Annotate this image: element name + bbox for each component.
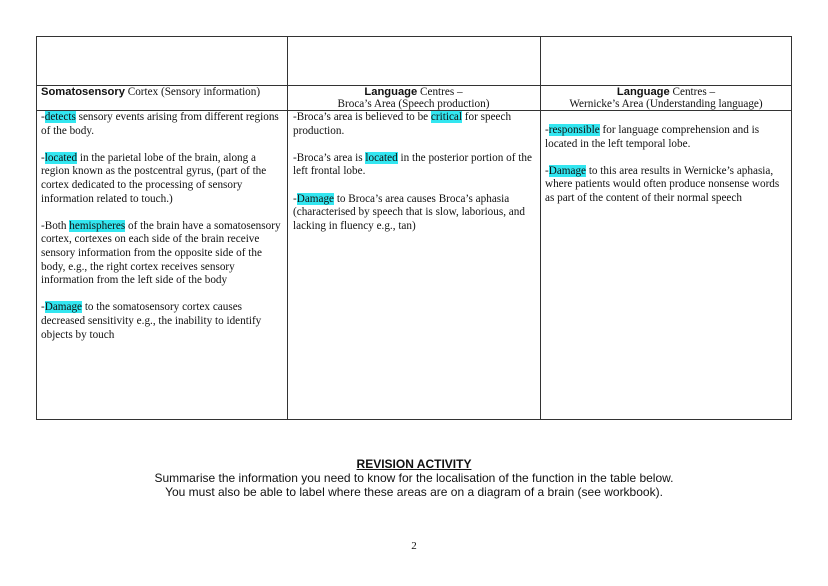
header-text: Cortex (Sensory information) bbox=[124, 86, 261, 98]
cell-wernicke bbox=[545, 124, 787, 219]
text: to Broca’s area causes Broca’s aphasia (characterised by speech that is slow, laborious, and lacking in fluency e.g., tan) bbox=[293, 192, 525, 232]
highlight-keyword: responsible bbox=[548, 124, 600, 136]
text: in the posterior portion of the left frontal lobe. bbox=[293, 151, 532, 178]
text: for speech production. bbox=[293, 111, 512, 137]
text: -Broca’s area is bbox=[293, 151, 366, 164]
header-bold: Language bbox=[616, 86, 670, 98]
header-wernicke bbox=[542, 86, 790, 110]
paragraph bbox=[545, 124, 787, 151]
text: of the brain have a somatosensory cortex, cortexes on each side of the brain receive sensory information from the opposite side of the body, e.g., the right cortex receives sensory information from the left side of the body bbox=[41, 219, 281, 287]
header-subtitle: Wernicke’s Area (Understanding language) bbox=[569, 98, 763, 110]
text: - bbox=[545, 124, 549, 136]
header-text: Centres – bbox=[417, 86, 463, 98]
text: to this area results in Wernicke’s aphasia, where patients would often produce nonsense words as part of the content of their normal speech bbox=[545, 164, 780, 204]
header-bold: Somatosensory bbox=[41, 86, 125, 98]
paragraph bbox=[293, 193, 538, 234]
column-divider bbox=[540, 36, 541, 420]
highlight-keyword: located bbox=[44, 151, 78, 164]
paragraph bbox=[41, 301, 285, 342]
header-subtitle: Broca’s Area (Speech production) bbox=[337, 98, 490, 110]
paragraph bbox=[293, 111, 538, 138]
text: sensory events arising from different regions of the body. bbox=[41, 111, 279, 137]
page-number: 2 bbox=[411, 540, 417, 552]
highlight-keyword: detects bbox=[44, 111, 76, 123]
paragraph bbox=[41, 152, 285, 206]
cell-broca bbox=[293, 111, 538, 247]
text: -Broca’s area is believed to be bbox=[293, 111, 431, 123]
paragraph bbox=[41, 220, 285, 288]
highlight-keyword: hemispheres bbox=[69, 219, 126, 232]
highlight-keyword: located bbox=[365, 151, 398, 164]
paragraph bbox=[545, 165, 787, 206]
highlight-keyword: Damage bbox=[296, 192, 335, 205]
column-divider bbox=[287, 36, 288, 420]
cell-somatosensory bbox=[41, 111, 285, 356]
highlight-keyword: critical bbox=[430, 111, 462, 123]
paragraph bbox=[41, 111, 285, 138]
text: - bbox=[41, 151, 45, 164]
header-bold: Language bbox=[364, 86, 418, 98]
text: - bbox=[293, 192, 297, 205]
text: - bbox=[545, 164, 549, 177]
paragraph bbox=[293, 152, 538, 179]
header-broca bbox=[289, 86, 538, 110]
highlight-keyword: Damage bbox=[44, 301, 83, 314]
text: in the parietal lobe of the brain, along a region known as the postcentral gyrus, (part of the cortex dedicated to the processing of sensory information related to touch.) bbox=[41, 151, 267, 205]
text: to the somatosensory cortex causes decreased sensitivity e.g., the inability to identify objects by touch bbox=[41, 301, 262, 341]
revision-instruction: Summarise the information you need to know for the localisation of the function in the table below. bbox=[154, 471, 674, 485]
highlight-keyword: Damage bbox=[548, 164, 587, 177]
revision-instruction: You must also be able to label where these areas are on a diagram of a brain (see workbook). bbox=[165, 485, 663, 499]
text: - bbox=[41, 301, 45, 314]
header-text: Centres – bbox=[669, 86, 716, 98]
revision-activity bbox=[0, 457, 828, 499]
text: - bbox=[41, 111, 45, 123]
header-somatosensory bbox=[41, 86, 285, 110]
text: -Both bbox=[41, 219, 70, 232]
revision-title: REVISION ACTIVITY bbox=[356, 457, 472, 471]
text: for language comprehension and is located in the left temporal lobe. bbox=[545, 124, 760, 150]
